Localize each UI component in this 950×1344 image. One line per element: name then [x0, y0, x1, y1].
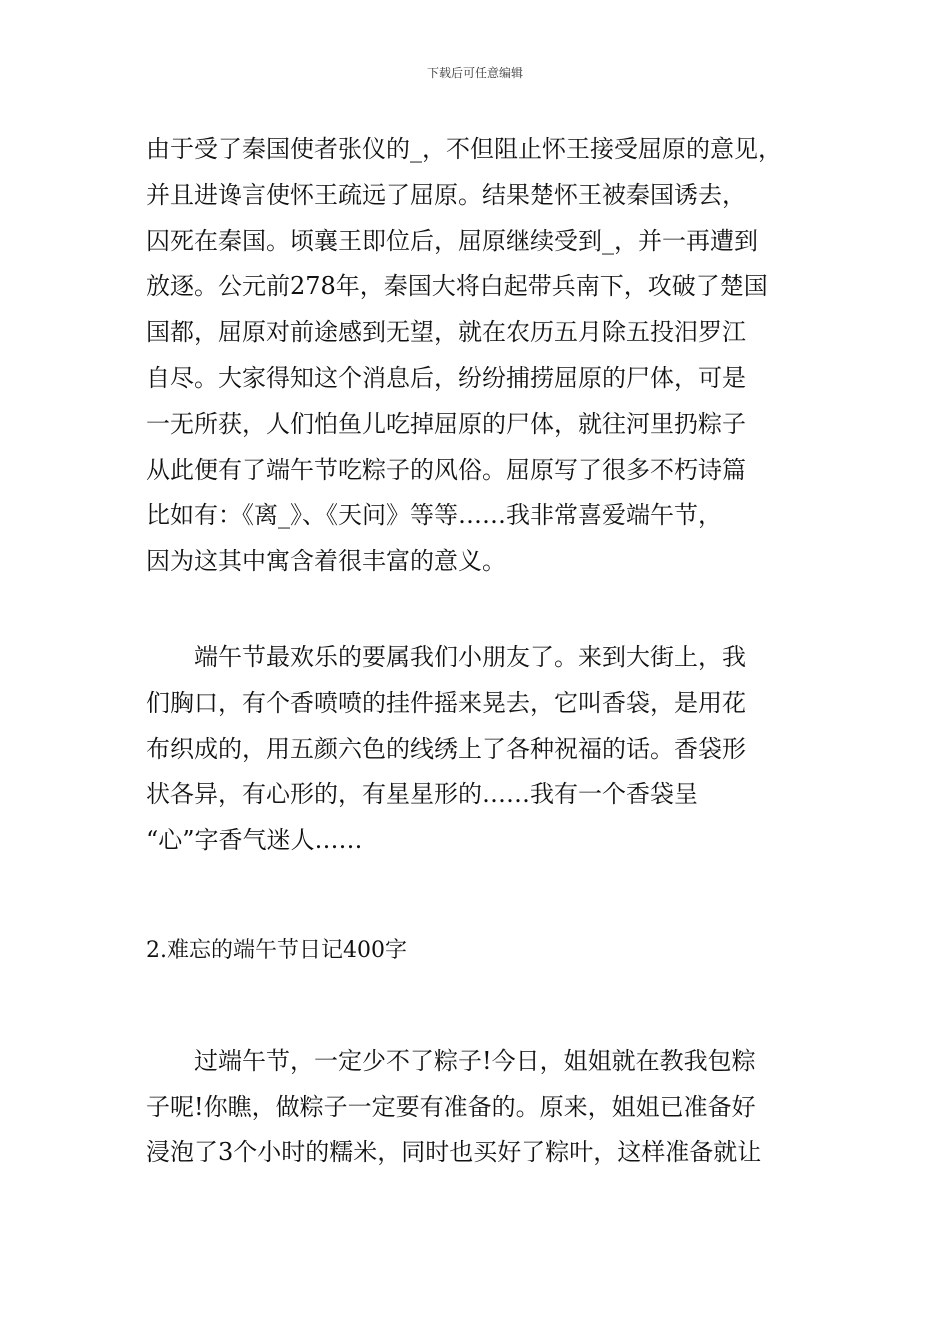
text-line: 从此便有了端午节吃粽子的风俗。屈原写了很多不朽诗篇 — [146, 455, 746, 484]
paragraph-gap — [146, 585, 806, 635]
paragraph-gap — [146, 974, 806, 1039]
text-line: 国都，屈原对前途感到无望，就在农历五月除五投汨罗江 — [146, 318, 746, 347]
text-line: 浸泡了3个小时的糯米，同时也买好了粽叶，这样准备就让 — [146, 1138, 762, 1167]
text-line: 们胸口，有个香喷喷的挂件摇来晃去，它叫香袋，是用花 — [146, 688, 746, 717]
text-line: 并且进谗言使怀王疏远了屈原。结果楚怀王被秦国诱去， — [146, 180, 746, 209]
text-line: 放逐。公元前278年，秦国大将白起带兵南下，攻破了楚国 — [146, 272, 768, 301]
page-header: 下载后可任意编辑 — [426, 66, 523, 80]
text-line: 端午节最欢乐的要属我们小朋友了。来到大街上，我 — [194, 642, 746, 671]
text-line: 因为这其中寓含着很丰富的意义。 — [146, 547, 506, 576]
text-line: 子呢!你瞧，做粽子一定要有准备的。原来，姐姐已准备好 — [146, 1092, 756, 1121]
paragraph-qu-yuan — [146, 127, 806, 585]
text-line: 囚死在秦国。顷襄王即位后，屈原继续受到_，并一再遭到 — [146, 226, 758, 255]
paragraph-gap — [146, 864, 806, 928]
text-line: 布织成的，用五颜六色的线绣上了各种祝福的话。香袋形 — [146, 734, 746, 763]
paragraph-sachet — [146, 635, 806, 864]
paragraph-zongzi — [146, 1039, 806, 1176]
text-line: “心”字香气迷人…… — [146, 826, 363, 855]
text-line: 过端午节，一定少不了粽子!今日，姐姐就在教我包粽 — [194, 1046, 756, 1075]
document-body — [146, 127, 806, 1176]
text-line: 自尽。大家得知这个消息后，纷纷捕捞屈原的尸体，可是 — [146, 363, 746, 392]
text-line: 由于受了秦国使者张仪的_，不但阻止怀王接受屈原的意见， — [146, 135, 782, 163]
text-line: 比如有：《离_》、《天问》等等……我非常喜爱端午节， — [146, 501, 722, 530]
text-line: 一无所获，人们怕鱼儿吃掉屈原的尸体，就往河里扔粽子 — [146, 409, 746, 438]
text-line: 状各异，有心形的，有星星形的……我有一个香袋呈 — [146, 780, 698, 809]
section-heading: 2.难忘的端午节日记400字 — [146, 937, 407, 963]
